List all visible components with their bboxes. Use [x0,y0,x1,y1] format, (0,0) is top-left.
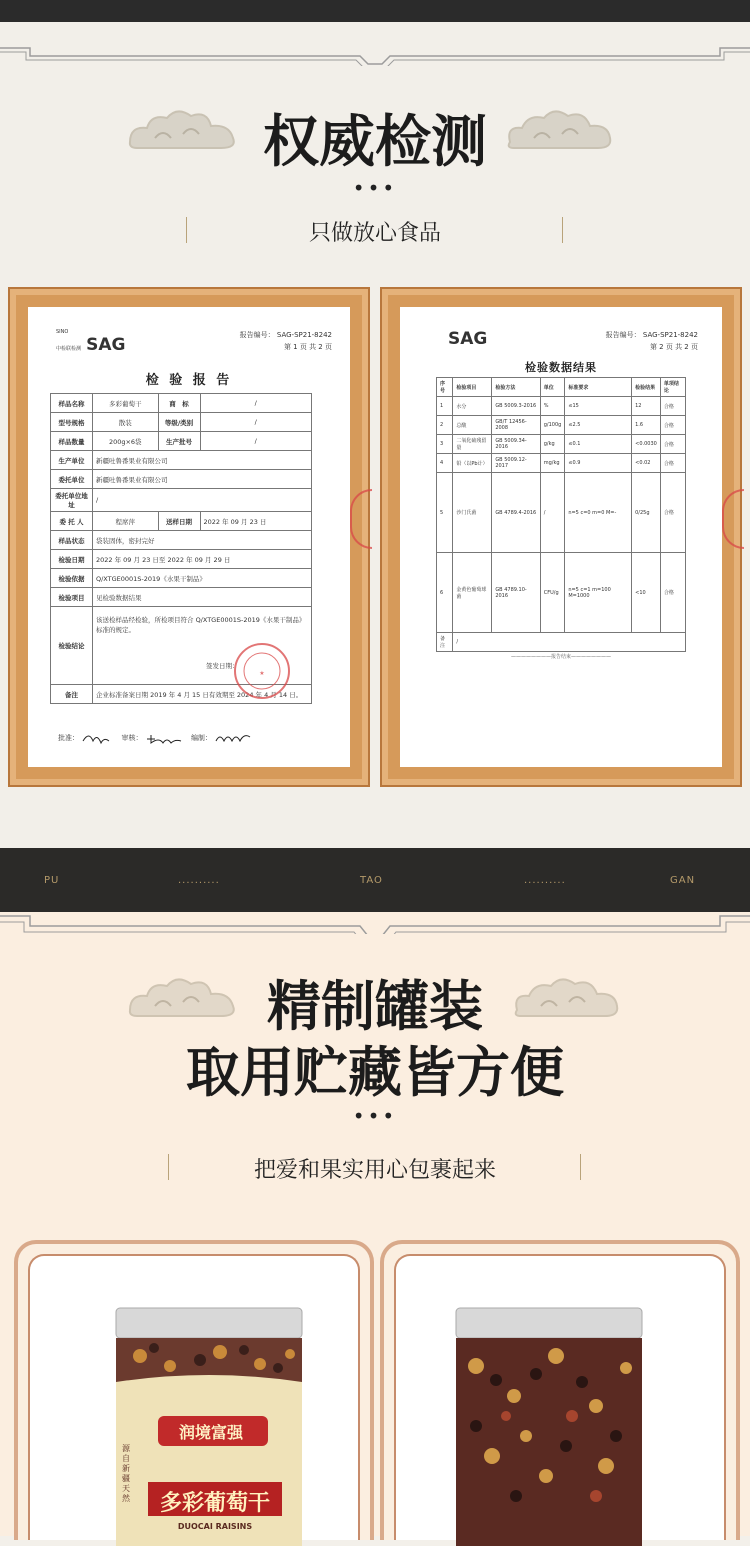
divider-band [0,848,750,912]
jar-product-name: 多彩葡萄干 [159,1490,270,1516]
side-stamp-2 [722,489,744,549]
signature-2 [145,731,185,745]
section-title: 权威检测 [263,109,487,175]
data-result-title: 检验数据结果 [525,361,597,374]
jar-side-text: 源自新疆天然 [122,1444,130,1503]
jar-frame-left [14,1240,374,1540]
signature-1 [81,731,111,745]
band-dots-1: .......... [178,875,220,886]
title-dots-2: ••• [352,1104,398,1128]
data-result-table: 序号 检验项目 检验方法 单位 标准要求 检验结果 单项结论 1 水分 GB 5009.3-2016 % ≤15 12 合格 2 总酸 GB/T 12456-2008 g/100g ≤2.5 1.6 合格 3 二氧化硫残留量 GB 5009.34-2016 g/kg ≤0.1 <0.0030 合格 4 铅（以Pb计） GB 5009.12-2017 mg/kg ≤0.9 <0.02 合格 5 沙门氏菌 GB 4789.4-2016 / n=5 c=0 m=0 M=- 0/25g 合格 6 金黄色葡萄球菌 GB 4789.10-2016 CFU/g n=5 c=1 m=100 M=1000 <10 合格 备注 / [436,377,686,652]
section-subtitle: 只做放心食品 [308,221,441,246]
sag-logo: SINO 中检联检测 SAG [56,329,126,355]
report-end-line: ————————报告结束———————— [510,654,611,660]
jar-english-name: DUOCAI RAISINS [177,1522,253,1531]
section-subtitle-2: 把爱和果实用心包裹起来 [253,1158,496,1183]
top-band [0,0,750,22]
red-seal-stamp [234,643,290,699]
signature-row: 批准： 审核： 编制： [58,731,318,745]
certificate-frame-2 [380,287,742,787]
band-text-tao: TAO [360,875,383,886]
sag-logo-2: SAG [448,329,488,349]
report-number-2: 报告编号： SAG-SP21-8242 第 2 页 共 2 页 [605,331,698,351]
side-stamp [350,489,372,549]
band-text-pu: PU [44,875,60,886]
jar-frame-right [380,1240,740,1540]
section-title-2b: 取用贮藏皆方便 [186,1040,564,1104]
ornament-border [0,46,750,66]
band-dots-2: .......... [524,875,566,886]
title-dots: ••• [352,176,398,200]
svg-text:★: ★ [259,670,265,677]
open-jar-image [396,1256,732,1546]
certificate-frame-1 [8,287,370,787]
signature-3 [214,731,254,745]
report-number: 报告编号： SAG-SP21-8242 第 1 页 共 2 页 [239,331,332,351]
report-page-1 [28,307,350,767]
jar-brand: 润境富强 [178,1423,243,1442]
ornament-border-2 [0,914,750,934]
band-text-gan: GAN [670,875,696,886]
section-title-2a: 精制罐装 [267,974,483,1038]
report-table: 样品名称 多彩葡萄干 商 标 / 型号规格 散装 等级/类别 / 样品数量 200g×6袋 生产批号 / 生产单位 新疆吐鲁番果业有限公司 委托单位 新疆吐鲁番果业有限公司 委托单位地址 / 委 托 人 程席萍 送样日期 2022 年 09 月 23 日 样品状态 袋装固体，密封完好 检验日期 2022 年 09 月 23 日至 2022 年 09 月 29 日 检验依据 Q/XTGE0001S-2019《水果干制品》 检验项目 见检验数据结果 检验结论 该送检样品经检验，所检项目符合 Q/XTGE0001S-2019《水果干制品》标准的规定。 签发日期： 备注 企业标准备案日期 2019 年 4 月 15 日有效期至 2024 年 4 月 14 日。 [50,393,312,704]
report-title: 检 验 报 告 [145,373,233,388]
report-page-2 [400,307,722,767]
